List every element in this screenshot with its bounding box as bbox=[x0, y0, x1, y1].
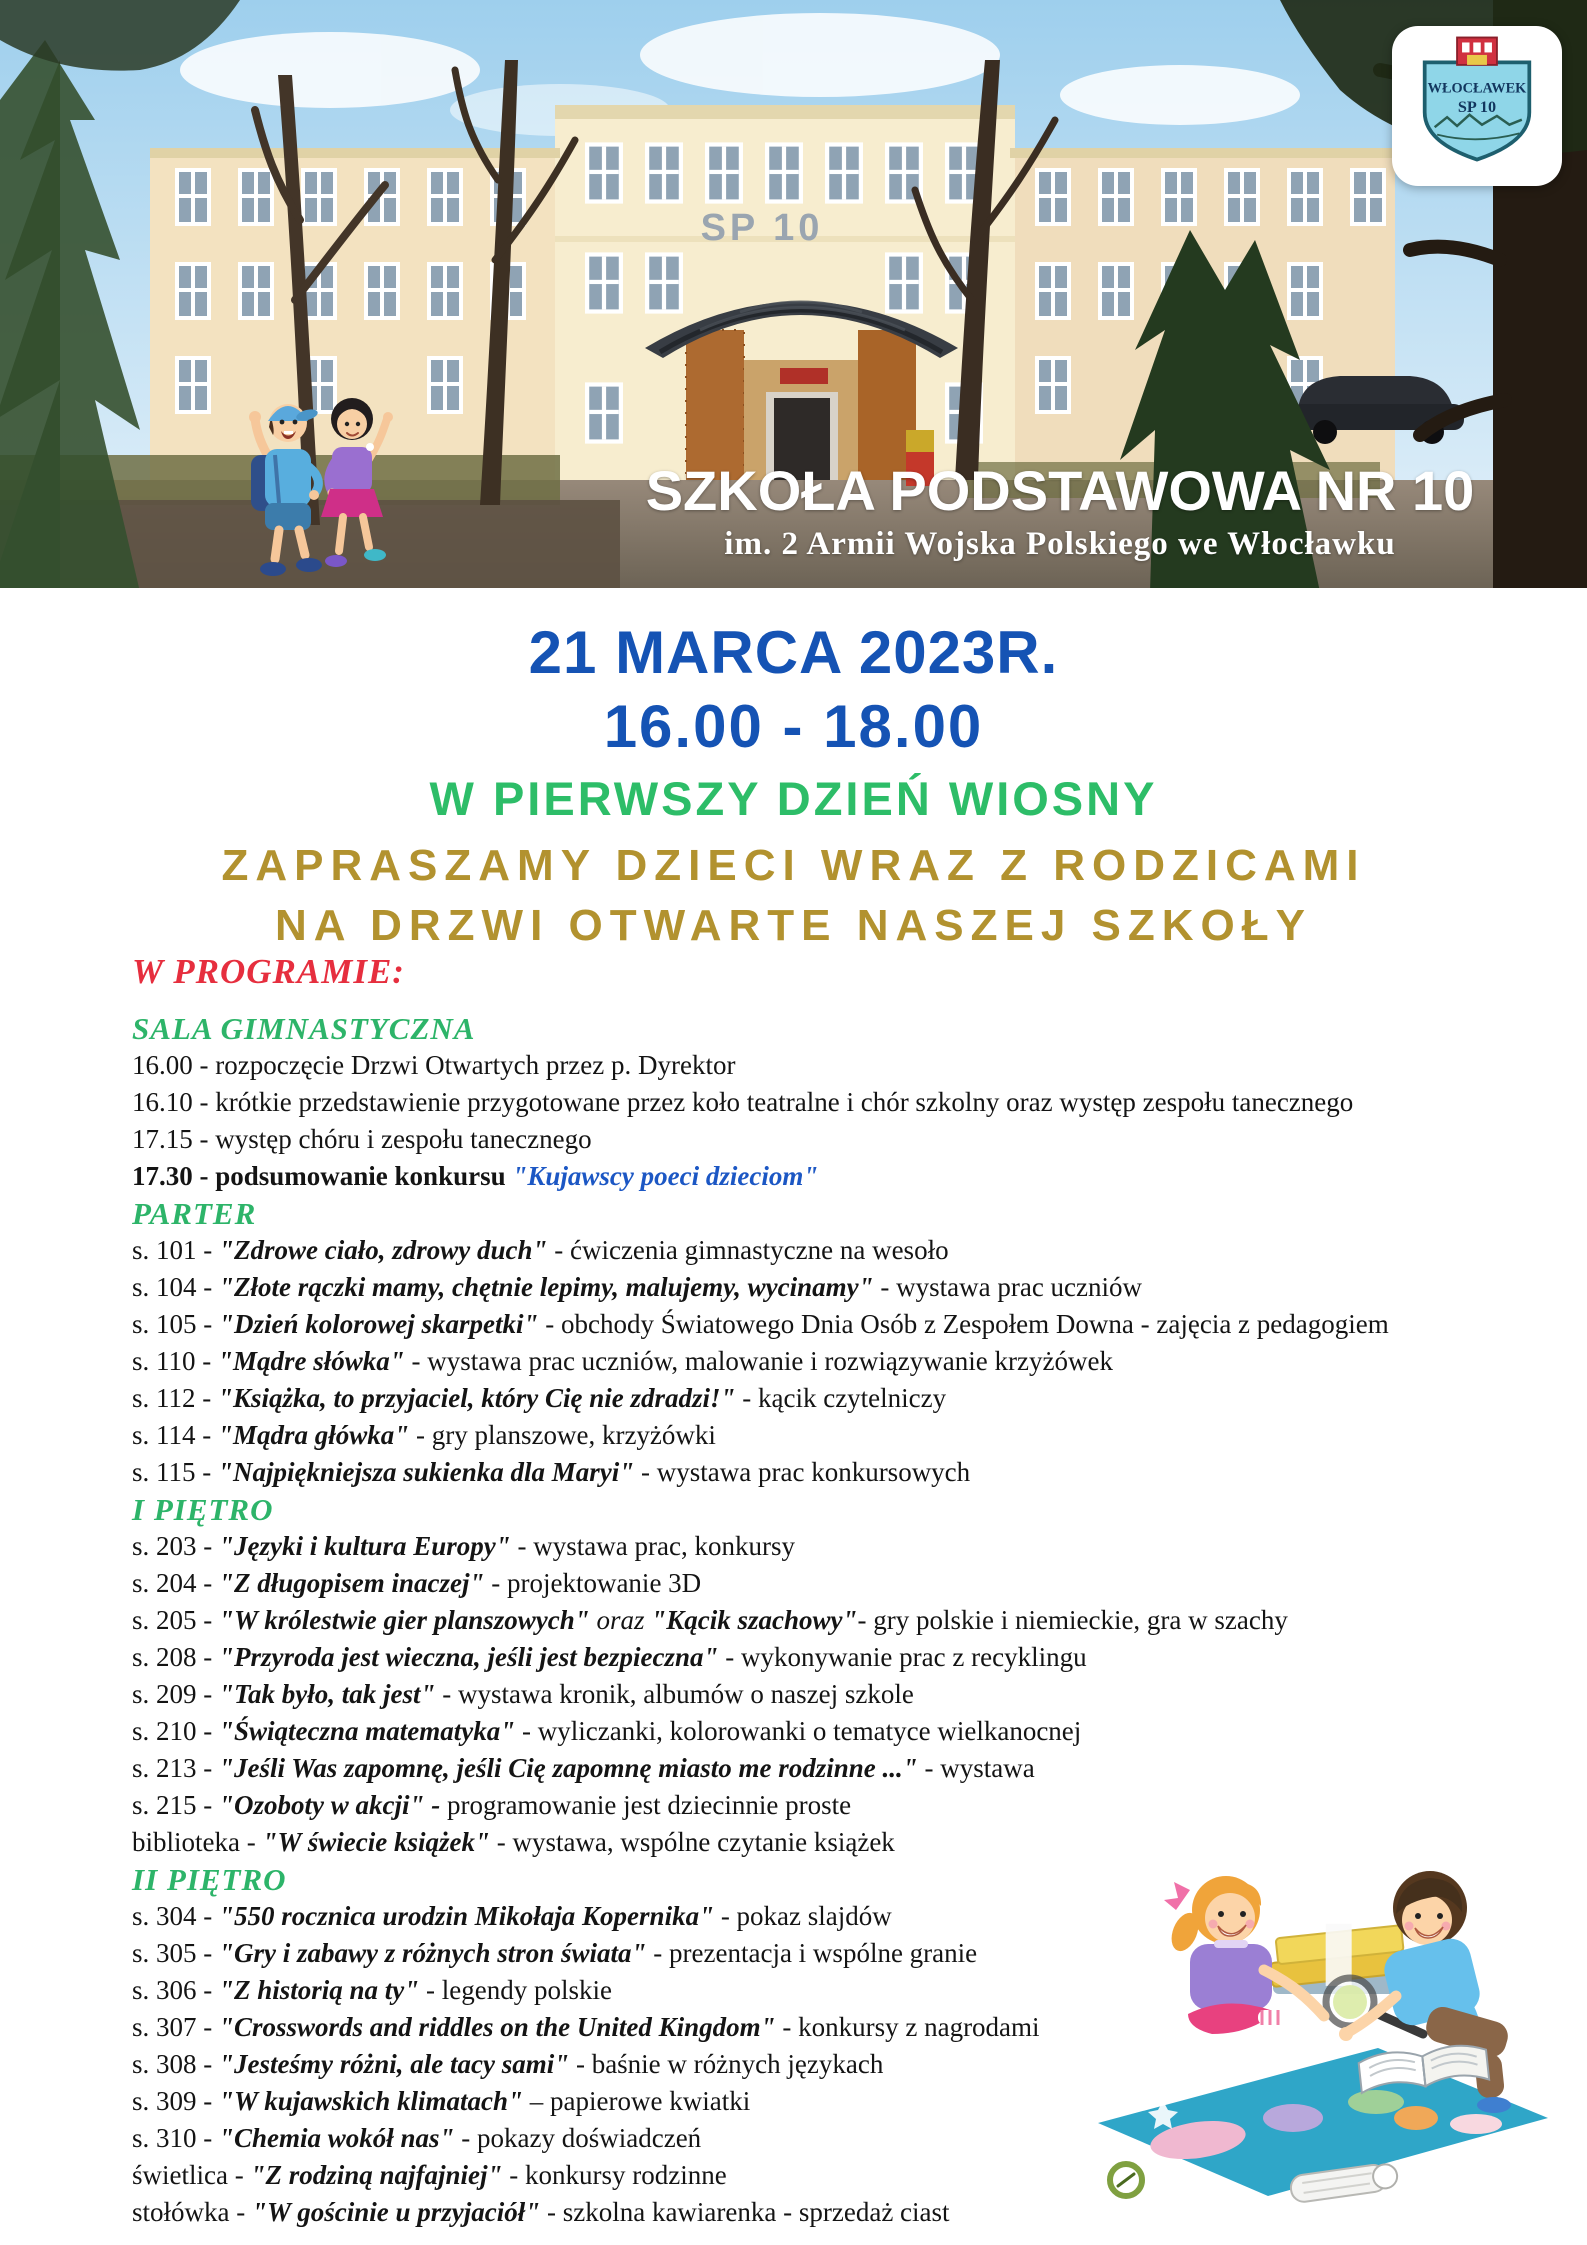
program-line bbox=[132, 1343, 1552, 1380]
line-segment: - obchody Światowego Dnia Osób z Zespołem Downa - zajęcia z pedagogiem bbox=[538, 1309, 1389, 1339]
line-segment: "Z długopisem inaczej" bbox=[219, 1568, 485, 1598]
line-segment: "Mądre słówka" bbox=[218, 1346, 405, 1376]
line-segment: - ćwiczenia gimnastyczne na wesoło bbox=[547, 1235, 949, 1265]
line-segment: "Jesteśmy różni, ale tacy sami" bbox=[219, 2049, 570, 2079]
program-heading: W PROGRAMIE: bbox=[132, 952, 405, 991]
line-segment: – papierowe kwiatki bbox=[523, 2086, 751, 2116]
line-segment: - wystawa bbox=[917, 1753, 1035, 1783]
line-segment: "Złote rączki mamy, chętnie lepimy, malujemy, wycinamy" bbox=[219, 1272, 874, 1302]
intro-block bbox=[0, 618, 1587, 954]
line-segment: "Tak było, tak jest" bbox=[219, 1679, 436, 1709]
program-line bbox=[132, 1380, 1552, 1417]
line-segment: 17.30 - podsumowanie konkursu bbox=[132, 1161, 513, 1191]
line-segment: stołówka - bbox=[132, 2197, 252, 2227]
line-segment: "Książka, to przyjaciel, który Cię nie zdradzi!" bbox=[218, 1383, 736, 1413]
program-line bbox=[132, 1639, 1552, 1676]
line-segment: "Zdrowe ciało, zdrowy duch" bbox=[219, 1235, 548, 1265]
school-crest-icon bbox=[1402, 35, 1552, 177]
line-segment: s. 213 - bbox=[132, 1753, 219, 1783]
line-segment: s. 208 - bbox=[132, 1642, 219, 1672]
program-line bbox=[132, 1454, 1552, 1491]
children-map-illustration bbox=[1078, 1818, 1568, 2218]
line-segment: s. 205 - bbox=[132, 1605, 219, 1635]
line-segment: "Ozoboty w akcji" - bbox=[219, 1790, 441, 1820]
program-line bbox=[132, 1047, 1552, 1084]
line-segment: - szkolna kawiarenka - sprzedaż ciast bbox=[540, 2197, 950, 2227]
line-segment: - projektowanie 3D bbox=[484, 1568, 702, 1598]
event-time: 16.00 - 18.00 bbox=[603, 693, 984, 760]
line-segment: s. 215 - bbox=[132, 1790, 219, 1820]
line-segment: - pokaz slajdów bbox=[714, 1901, 892, 1931]
line-segment: s. 203 - bbox=[132, 1531, 219, 1561]
program-line bbox=[132, 1269, 1552, 1306]
line-segment: "W królestwie gier planszowych" bbox=[219, 1605, 590, 1635]
program-line bbox=[132, 1417, 1552, 1454]
line-segment: - legendy polskie bbox=[419, 1975, 612, 2005]
line-segment: - wystawa prac konkursowych bbox=[634, 1457, 971, 1487]
line-segment: "W kujawskich klimatach" bbox=[219, 2086, 524, 2116]
program-line bbox=[132, 1232, 1552, 1269]
line-segment: s. 110 - bbox=[132, 1346, 218, 1376]
line-segment: "Najpiękniejsza sukienka dla Maryi" bbox=[218, 1457, 635, 1487]
program-line bbox=[132, 1565, 1552, 1602]
line-segment: "Z rodziną najfajniej" bbox=[250, 2160, 503, 2190]
line-segment: - konkursy rodzinne bbox=[502, 2160, 727, 2190]
line-segment: - wykonywanie prac z recyklingu bbox=[718, 1642, 1087, 1672]
line-segment: s. 309 - bbox=[132, 2086, 219, 2116]
line-segment: świetlica - bbox=[132, 2160, 251, 2190]
program-line bbox=[132, 1750, 1552, 1787]
section-heading: I PIĘTRO bbox=[132, 1492, 274, 1527]
line-segment: - wystawa prac uczniów bbox=[873, 1272, 1143, 1302]
line-segment: 16.10 - krótkie przedstawienie przygotowane przez koło teatralne i chór szkolny oraz występ zespołu tanecznego bbox=[132, 1087, 1354, 1117]
section-heading: II PIĘTRO bbox=[132, 1862, 287, 1897]
line-segment: "Gry i zabawy z różnych stron świata" bbox=[219, 1938, 647, 1968]
line-segment: s. 310 - bbox=[132, 2123, 219, 2153]
line-segment: s. 112 - bbox=[132, 1383, 218, 1413]
invite-line-1: ZAPRASZAMY DZIECI WRAZ Z RODZICAMI bbox=[221, 841, 1366, 890]
line-segment: "Crosswords and riddles on the United Kingdom" bbox=[219, 2012, 776, 2042]
line-segment: s. 114 - bbox=[132, 1420, 218, 1450]
line-segment: "Świąteczna matematyka" bbox=[219, 1716, 516, 1746]
line-segment: - prezentacja i wspólne granie bbox=[646, 1938, 978, 1968]
compass-icon bbox=[1110, 2164, 1142, 2196]
line-segment: - baśnie w różnych językach bbox=[569, 2049, 884, 2079]
school-photo bbox=[0, 0, 1587, 592]
school-logo-badge bbox=[1392, 26, 1562, 186]
school-name: SZKOŁA PODSTAWOWA NR 10 bbox=[645, 459, 1475, 522]
program-line bbox=[132, 1158, 1552, 1195]
event-date: 21 MARCA 2023R. bbox=[528, 619, 1059, 686]
line-segment: - gry planszowe, krzyżówki bbox=[409, 1420, 716, 1450]
building-sign: SP 10 bbox=[700, 207, 824, 249]
program-line bbox=[132, 1676, 1552, 1713]
line-segment: - gry polskie i niemieckie, gra w szachy bbox=[857, 1605, 1288, 1635]
castle-emblem-icon bbox=[1457, 37, 1497, 64]
line-segment: oraz bbox=[589, 1605, 652, 1635]
program-line bbox=[132, 1602, 1552, 1639]
line-segment: s. 305 - bbox=[132, 1938, 219, 1968]
cartoon-girl bbox=[321, 398, 393, 567]
line-segment: - konkursy z nagrodami bbox=[775, 2012, 1040, 2042]
walking-children-illustration bbox=[235, 375, 405, 590]
line-segment: - wystawa, wspólne czytanie książek bbox=[489, 1827, 895, 1857]
line-segment: "Chemia wokół nas" bbox=[219, 2123, 455, 2153]
line-segment: s. 306 - bbox=[132, 1975, 219, 2005]
line-segment: s. 304 - bbox=[132, 1901, 219, 1931]
line-segment: - kącik czytelniczy bbox=[735, 1383, 947, 1413]
cartoon-boy bbox=[249, 404, 322, 576]
program-line bbox=[132, 1084, 1552, 1121]
line-segment: "Kącik szachowy" bbox=[651, 1605, 858, 1635]
line-segment: s. 307 - bbox=[132, 2012, 219, 2042]
line-segment: "Mądra główka" bbox=[218, 1420, 410, 1450]
line-segment: "Kujawscy poeci dzieciom" bbox=[512, 1161, 819, 1191]
logo-school: SP 10 bbox=[1457, 98, 1497, 117]
line-segment: - wystawa kronik, albumów o naszej szkole bbox=[435, 1679, 914, 1709]
line-segment: programowanie jest dziecinnie proste bbox=[440, 1790, 852, 1820]
line-segment: "Z historią na ty" bbox=[219, 1975, 420, 2005]
line-segment: biblioteka - bbox=[132, 1827, 263, 1857]
program-line bbox=[132, 1306, 1552, 1343]
line-segment: - wystawa prac uczniów, malowanie i rozwiązywanie krzyżówek bbox=[404, 1346, 1113, 1376]
line-segment: 17.15 - występ chóru i zespołu tanecznego bbox=[132, 1124, 592, 1154]
line-segment: "W świecie książek" bbox=[262, 1827, 490, 1857]
line-segment: s. 210 - bbox=[132, 1716, 219, 1746]
line-segment: - pokazy doświadczeń bbox=[454, 2123, 702, 2153]
section-heading: SALA GIMNASTYCZNA bbox=[132, 1011, 476, 1046]
line-segment: 16.00 - rozpoczęcie Drzwi Otwartych przez p. Dyrektor bbox=[132, 1050, 736, 1080]
program-line bbox=[132, 1121, 1552, 1158]
line-segment: "550 rocznica urodzin Mikołaja Kopernika" bbox=[219, 1901, 715, 1931]
invite-line-2: NA DRZWI OTWARTE NASZEJ SZKOŁY bbox=[274, 901, 1313, 950]
line-segment: s. 101 - bbox=[132, 1235, 219, 1265]
program-line bbox=[132, 1713, 1552, 1750]
line-segment: - wystawa prac, konkursy bbox=[510, 1531, 795, 1561]
line-segment: s. 308 - bbox=[132, 2049, 219, 2079]
line-segment: "Języki i kultura Europy" bbox=[219, 1531, 511, 1561]
line-segment: s. 105 - bbox=[132, 1309, 219, 1339]
section-heading: PARTER bbox=[132, 1196, 257, 1231]
line-segment: "Dzień kolorowej skarpetki" bbox=[219, 1309, 539, 1339]
program-line bbox=[132, 1528, 1552, 1565]
line-segment: "Jeśli Was zapomnę, jeśli Cię zapomnę miasto me rodzinne ..." bbox=[219, 1753, 918, 1783]
line-segment: s. 204 - bbox=[132, 1568, 219, 1598]
school-subtitle: im. 2 Armii Wojska Polskiego we Włocławku bbox=[724, 526, 1396, 562]
line-segment: "W gościnie u przyjaciół" bbox=[251, 2197, 541, 2227]
line-segment: s. 209 - bbox=[132, 1679, 219, 1709]
spring-line: W PIERWSZY DZIEŃ WIOSNY bbox=[429, 772, 1158, 825]
line-segment: s. 104 - bbox=[132, 1272, 219, 1302]
line-segment: s. 115 - bbox=[132, 1457, 218, 1487]
line-segment: "Przyroda jest wieczna, jeśli jest bezpieczna" bbox=[219, 1642, 719, 1672]
logo-city: WŁOCŁAWEK bbox=[1427, 80, 1527, 97]
line-segment: - wyliczanki, kolorowanki o tematyce wielkanocnej bbox=[515, 1716, 1082, 1746]
